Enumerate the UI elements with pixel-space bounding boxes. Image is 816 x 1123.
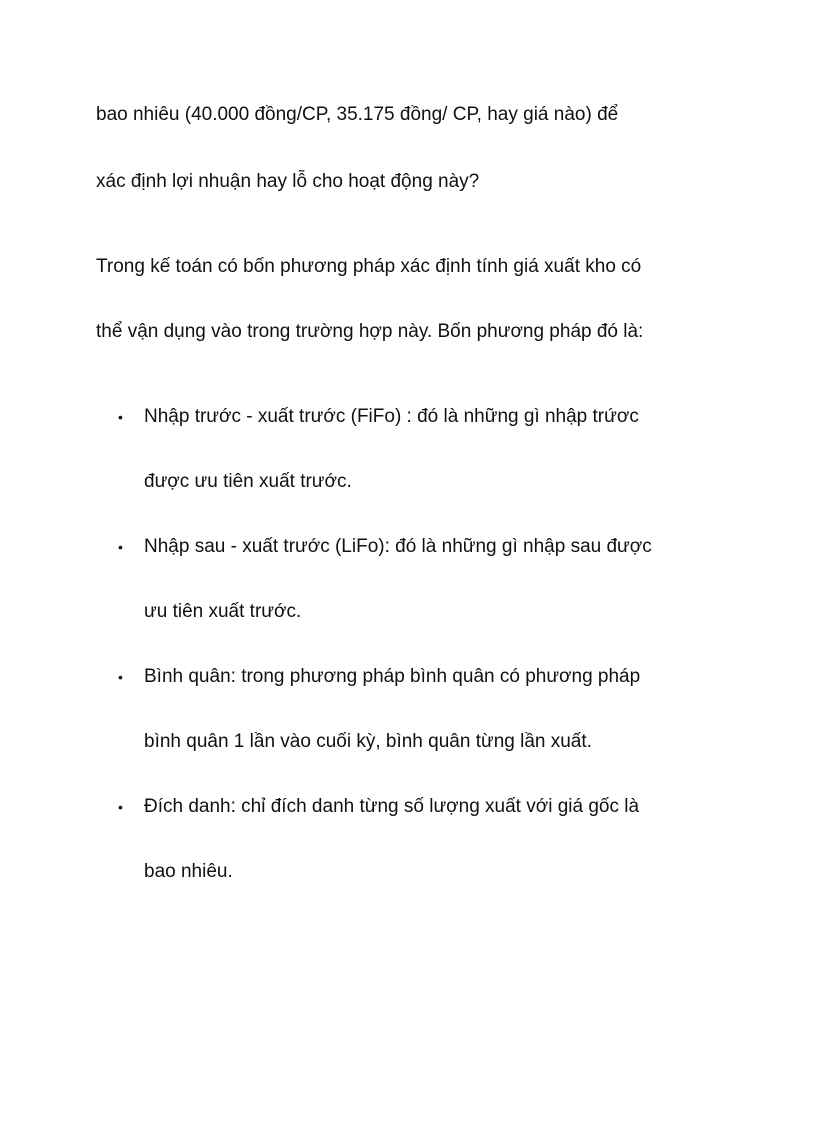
bullet-marker: • (118, 669, 123, 685)
bullet-marker: • (118, 799, 123, 815)
paragraph-2-line-1: Trong kế toán có bốn phương pháp xác định tính giá xuất kho có (96, 256, 642, 277)
paragraph-1-line-1: bao nhiêu (40.000 đồng/CP, 35.175 đồng/ CP, hay giá nào) để (96, 104, 619, 125)
paragraph-1-line-2: xác định lợi nhuận hay lỗ cho hoạt động này? (96, 171, 480, 192)
bullet-text-line-1: Đích danh: chỉ đích danh từng số lượng xuất với giá gốc là (144, 796, 640, 817)
paragraph-2-line-2: thể vận dụng vào trong trường hợp này. Bốn phương pháp đó là: (96, 321, 644, 342)
bullet-text-line-2: bình quân 1 lần vào cuối kỳ, bình quân từng lần xuất. (144, 731, 592, 752)
bullet-text-line-2: ưu tiên xuất trước. (144, 601, 302, 622)
bullet-text-line-2: bao nhiêu. (144, 861, 233, 882)
bullet-marker: • (118, 539, 123, 555)
bullet-text-line-2: được ưu tiên xuất trước. (144, 471, 352, 492)
bullet-marker: • (118, 409, 123, 425)
bullet-text-line-1: Nhập trước - xuất trước (FiFo) : đó là những gì nhập trứơc (144, 406, 639, 427)
bullet-text-line-1: Nhập sau - xuất trước (LiFo): đó là những gì nhập sau được (144, 536, 652, 557)
bullet-text-line-1: Bình quân: trong phương pháp bình quân có phương pháp (144, 666, 641, 687)
